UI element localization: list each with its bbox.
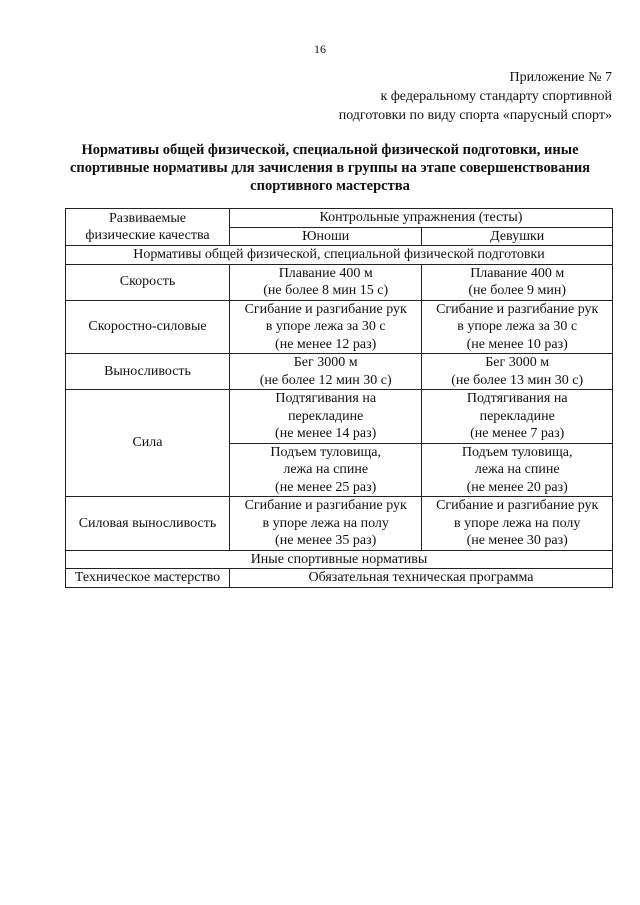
boys-norm-cell: Бег 3000 м (не более 12 мин 30 с) [229, 354, 421, 390]
table-row [66, 569, 613, 588]
appendix-line-2: к федеральному стандарту спортивной [380, 89, 612, 104]
title-line-2: спортивные нормативы для зачисления в группы на этапе совершенствования [69, 160, 591, 176]
table-row [66, 354, 613, 390]
title-line-3: спортивного мастерства [250, 178, 410, 194]
table-row [66, 264, 613, 300]
girls-norm-cell: Сгибание и разгибание рук в упоре лежа на полу (не менее 30 раз) [422, 497, 613, 551]
table-row [66, 497, 613, 551]
header-boys: Юноши [229, 227, 421, 246]
quality-cell: Техническое мастерство [66, 569, 230, 588]
section-row [66, 550, 613, 569]
boys-norm-cell: Плавание 400 м (не более 8 мин 15 с) [229, 264, 421, 300]
table-header-row [66, 209, 613, 228]
section-row [66, 246, 613, 265]
technical-program-cell: Обязательная техническая программа [229, 569, 612, 588]
appendix-line-3: подготовки по виду спорта «парусный спорт» [338, 108, 612, 123]
girls-norm-cell: Подъем туловища, лежа на спине (не менее 20 раз) [422, 443, 613, 497]
section-other-title: Иные спортивные нормативы [66, 550, 613, 569]
section-general-title: Нормативы общей физической, специальной физической подготовки [66, 246, 613, 265]
header-tests: Контрольные упражнения (тесты) [229, 209, 612, 228]
table-row [66, 390, 613, 444]
quality-cell: Выносливость [66, 354, 230, 390]
appendix-header [339, 68, 612, 125]
girls-norm-cell: Бег 3000 м (не более 13 мин 30 с) [422, 354, 613, 390]
header-girls: Девушки [422, 227, 613, 246]
girls-norm-cell: Подтягивания на перекладине (не менее 7 раз) [422, 390, 613, 444]
quality-cell: Скоростно-силовые [66, 300, 230, 354]
title-line-1: Нормативы общей физической, специальной физической подготовки, иные [81, 142, 579, 158]
header-qualities: Развиваемые физические качества [66, 209, 230, 246]
boys-norm-cell: Сгибание и разгибание рук в упоре лежа за 30 с (не менее 12 раз) [229, 300, 421, 354]
table-row [66, 300, 613, 354]
quality-cell: Скорость [66, 264, 230, 300]
girls-norm-cell: Плавание 400 м (не более 9 мин) [422, 264, 613, 300]
boys-norm-cell: Подтягивания на перекладине (не менее 14 раз) [229, 390, 421, 444]
boys-norm-cell: Подъем туловища, лежа на спине (не менее 25 раз) [229, 443, 421, 497]
boys-norm-cell: Сгибание и разгибание рук в упоре лежа на полу (не менее 35 раз) [229, 497, 421, 551]
quality-cell: Сила [66, 390, 230, 497]
quality-cell: Силовая выносливость [66, 497, 230, 551]
page-number: 16 [314, 42, 326, 56]
girls-norm-cell: Сгибание и разгибание рук в упоре лежа за 30 с (не менее 10 раз) [422, 300, 613, 354]
document-title [50, 141, 610, 195]
norms-table [65, 208, 613, 588]
appendix-line-1: Приложение № 7 [509, 70, 612, 85]
